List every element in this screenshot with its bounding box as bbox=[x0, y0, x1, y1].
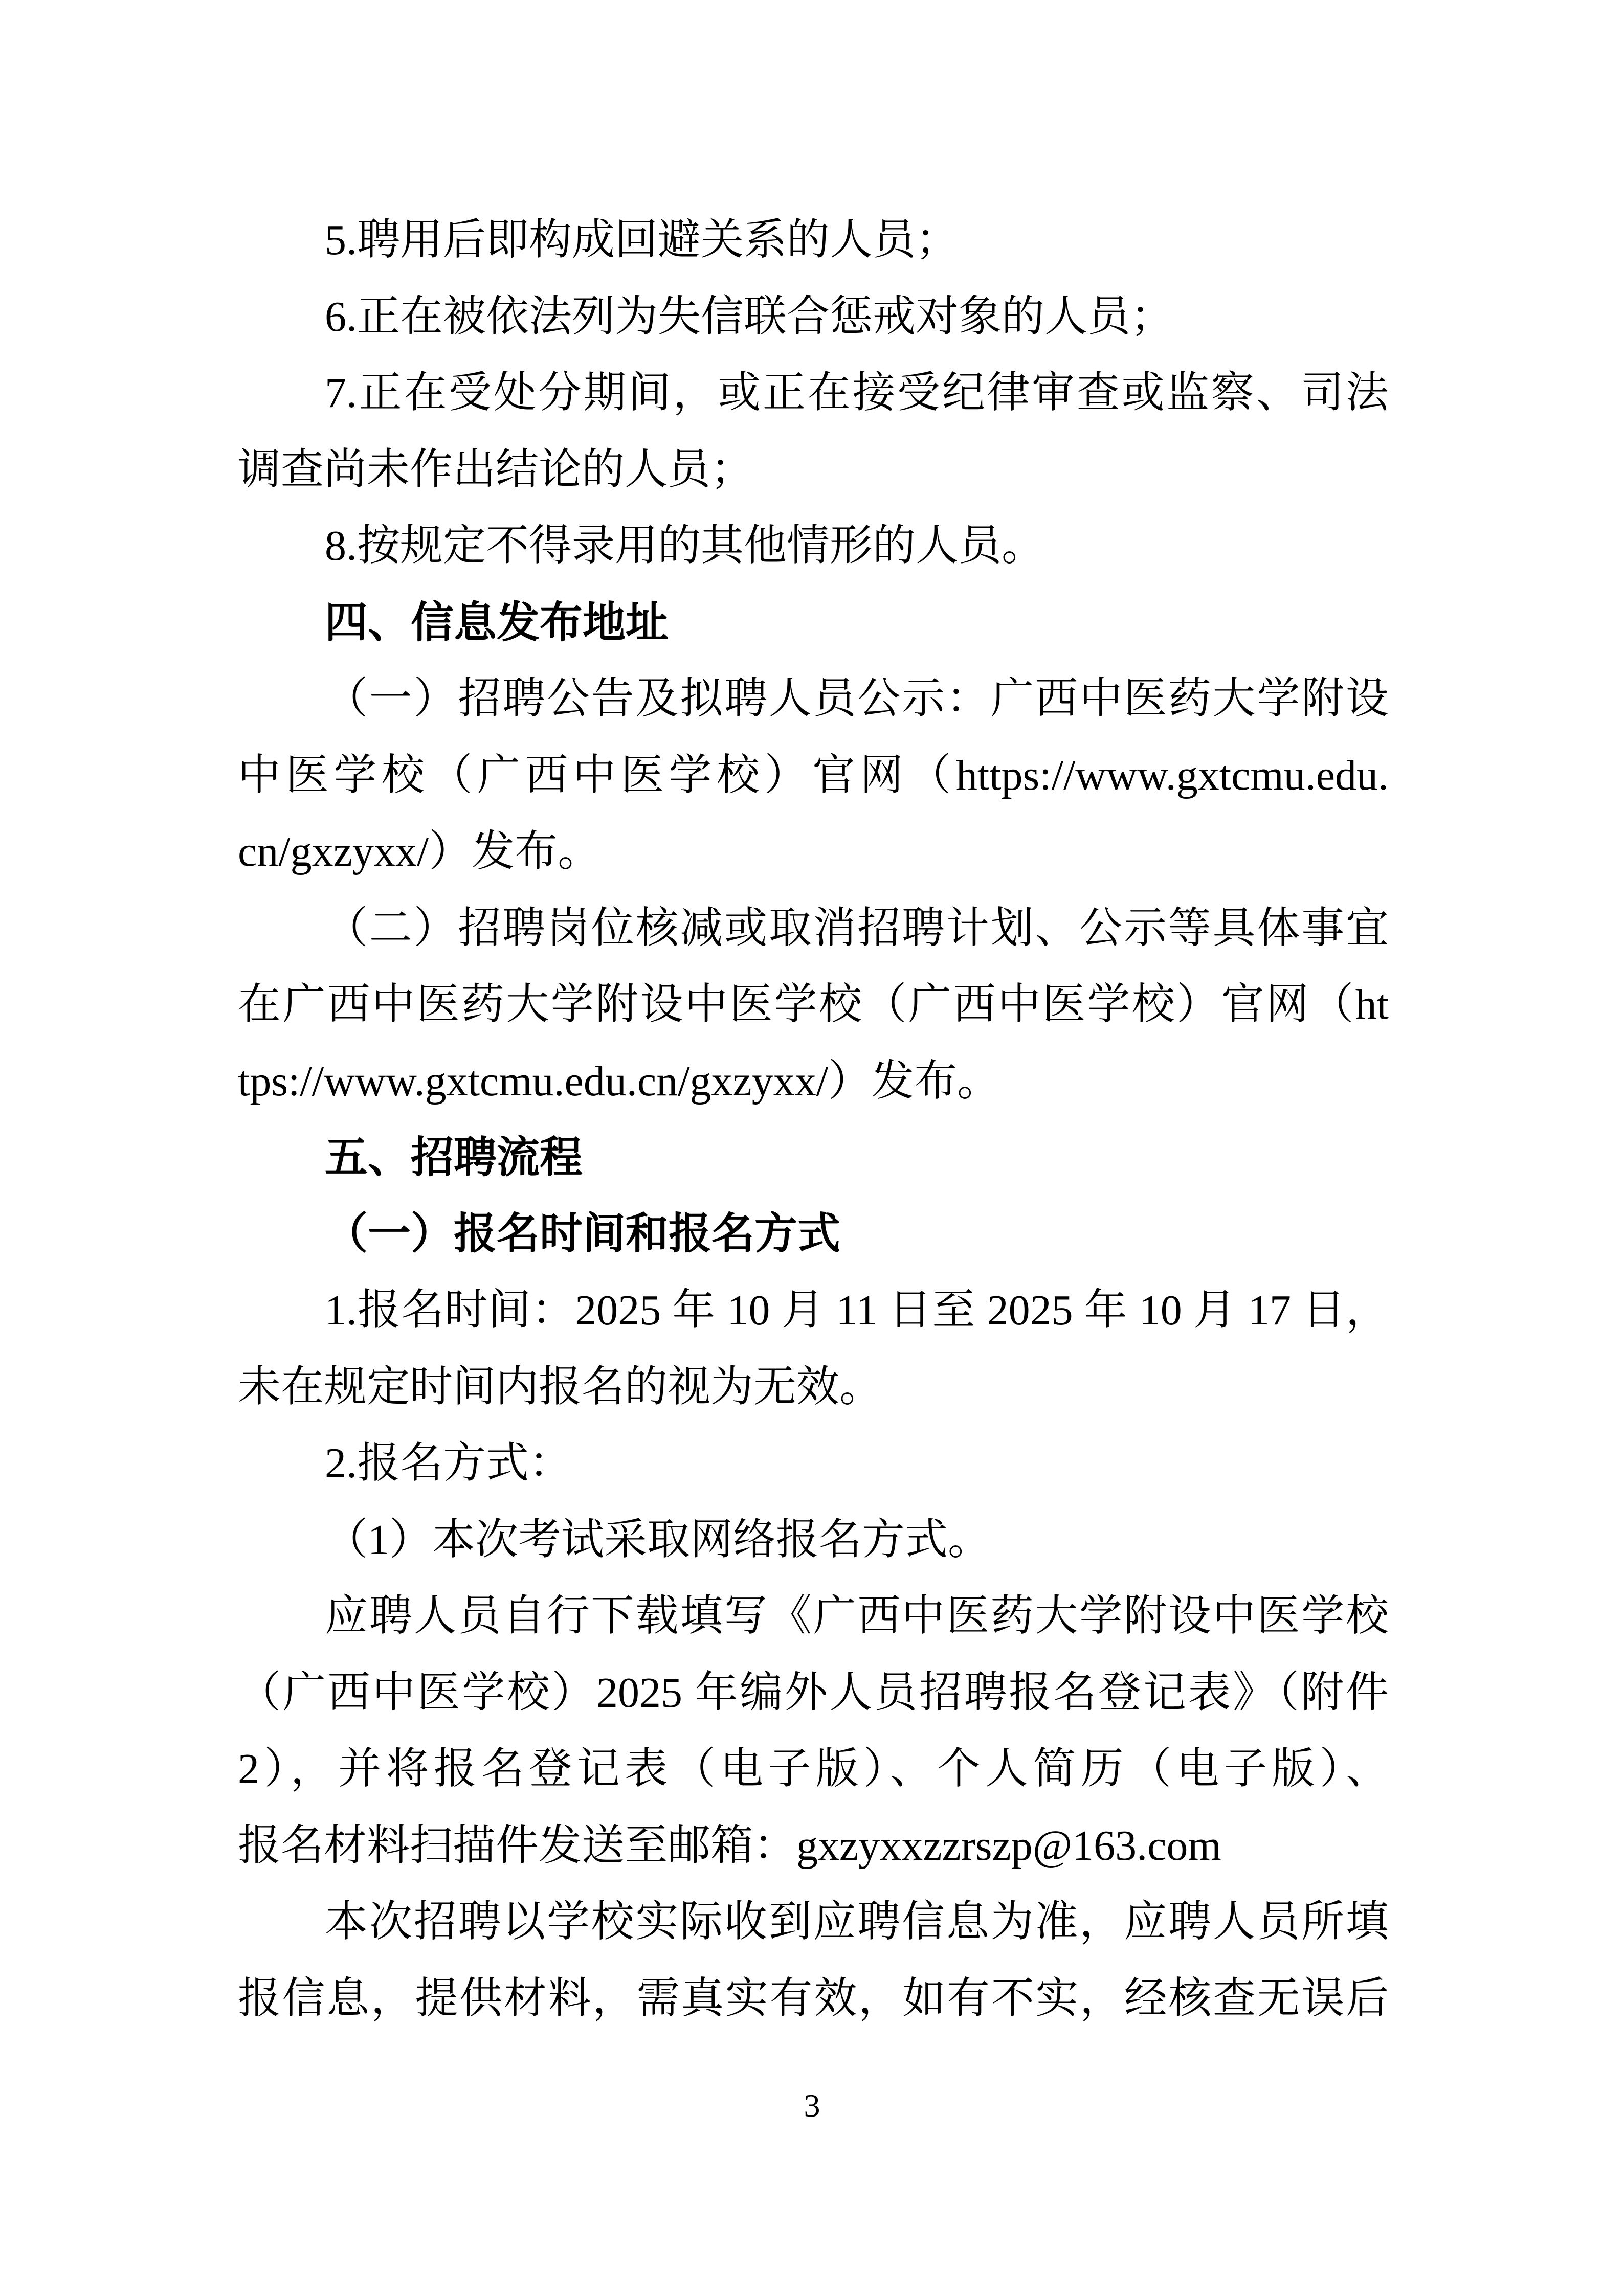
page-footer bbox=[0, 2087, 1624, 2124]
text-block bbox=[238, 202, 1389, 2037]
paragraph-line: 7.正在受处分期间，或正在接受纪律审查或监察、司法 bbox=[325, 369, 1389, 417]
paragraph-line: （一）招聘公告及拟聘人员公示：广西中医药大学附设 bbox=[325, 675, 1389, 723]
paragraph-line: 6.正在被依法列为失信联合惩戒对象的人员； bbox=[325, 292, 1174, 341]
paragraph-line: 在广西中医药大学附设中医学校（广西中医学校）官网（ht bbox=[238, 981, 1389, 1028]
paragraph-line: 1.报名时间：2025 年 10 月 11 日至 2025 年 10 月 17 日， bbox=[325, 1287, 1389, 1334]
paragraph-line: 调查尚未作出结论的人员； bbox=[238, 445, 754, 493]
paragraph-line: 5.聘用后即构成回避关系的人员； bbox=[325, 216, 959, 264]
paragraph-line: 中医学校（广西中医学校）官网（https://www.gxtcmu.edu. bbox=[238, 751, 1389, 799]
paragraph-line: 8.按规定不得录用的其他情形的人员。 bbox=[325, 522, 1045, 570]
subsection-heading: （一）报名时间和报名方式 bbox=[325, 1210, 841, 1258]
paragraph-line: 2.报名方式： bbox=[325, 1439, 572, 1487]
paragraph-line: 2），并将报名登记表（电子版）、个人简历（电子版）、 bbox=[238, 1745, 1389, 1793]
paragraph-line: 未在规定时间内报名的视为无效。 bbox=[238, 1363, 883, 1411]
paragraph-line: （1）本次考试采取网络报名方式。 bbox=[325, 1516, 991, 1564]
section-heading: 四、信息发布地址 bbox=[325, 598, 669, 646]
section-heading: 五、招聘流程 bbox=[325, 1133, 583, 1181]
paragraph-line: 报信息，提供材料，需真实有效，如有不实，经核查无误后 bbox=[238, 1974, 1389, 2022]
paragraph-line: （二）招聘岗位核减或取消招聘计划、公示等具体事宜 bbox=[325, 904, 1389, 952]
paragraph-line: cn/gxzyxx/）发布。 bbox=[238, 828, 601, 875]
paragraph-line: （广西中医学校）2025 年编外人员招聘报名登记表》（附件 bbox=[238, 1669, 1389, 1717]
paragraph-line: tps://www.gxtcmu.edu.cn/gxzyxx/）发布。 bbox=[238, 1057, 1000, 1105]
page-number: 3 bbox=[804, 2087, 820, 2124]
paragraph-line: 报名材料扫描件发送至邮箱：gxzyxxzzrszp@163.com bbox=[238, 1821, 1221, 1870]
paragraph-line: 本次招聘以学校实际收到应聘信息为准，应聘人员所填 bbox=[325, 1898, 1389, 1946]
paragraph-line: 应聘人员自行下载填写《广西中医药大学附设中医学校 bbox=[325, 1592, 1389, 1640]
